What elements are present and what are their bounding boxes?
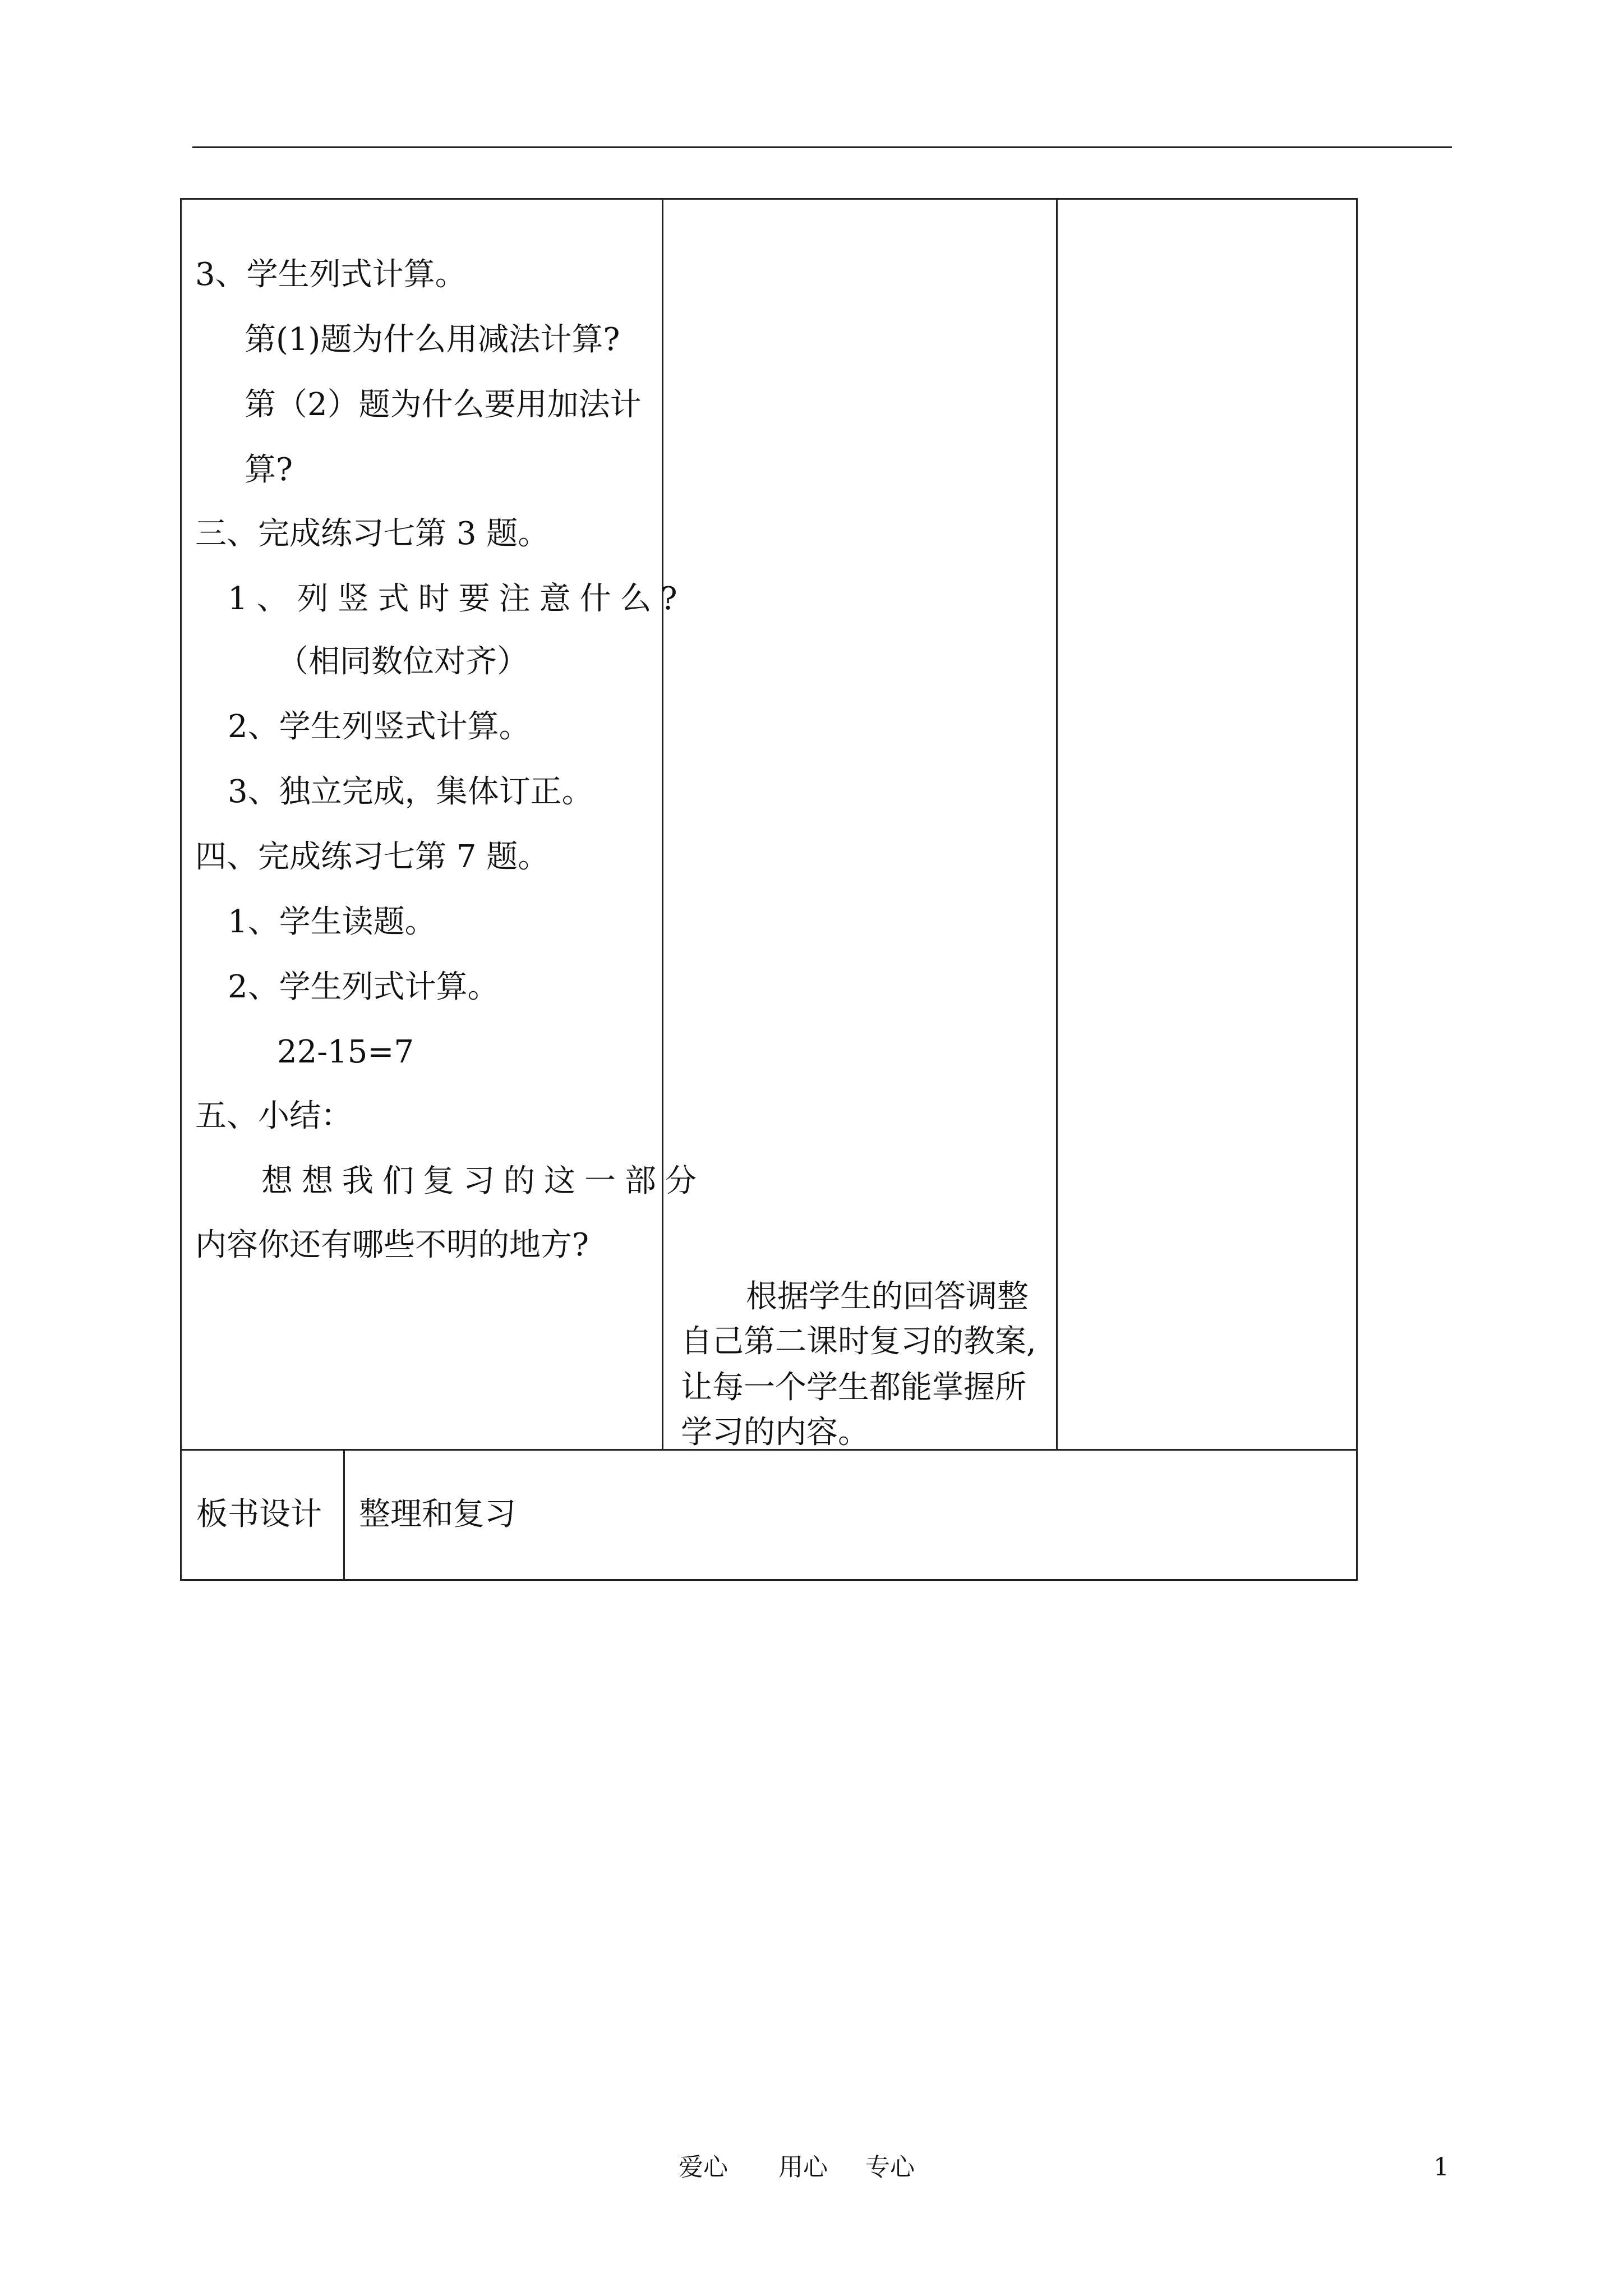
- column-divider-1: [662, 198, 663, 1450]
- left-line-12: 2、学生列式计算。: [228, 969, 499, 1005]
- left-line-10: 四、完成练习七第 7 题。: [195, 839, 550, 875]
- left-line-4: 算?: [245, 452, 293, 488]
- footer-slogan-1: 爱心: [679, 2153, 728, 2182]
- footer-slogan-2: 用心: [778, 2153, 828, 2182]
- middle-line-1: 根据学生的回答调整: [746, 1278, 1029, 1315]
- left-line-1: 3、学生列式计算。: [195, 256, 467, 293]
- left-line-9: 3、独立完成，集体订正。: [228, 774, 593, 810]
- left-line-11: 1、学生读题。: [228, 904, 436, 940]
- left-line-2: 第(1)题为什么用减法计算?: [245, 321, 620, 358]
- left-line-16: 内容你还有哪些不明的地方?: [195, 1227, 589, 1263]
- board-design-label: 板书设计: [196, 1496, 322, 1533]
- column-divider-2: [1056, 198, 1058, 1450]
- left-line-8: 2、学生列竖式计算。: [228, 708, 531, 745]
- middle-line-2: 自己第二课时复习的教案,: [681, 1323, 1036, 1360]
- left-line-15: 想想我们复习的这一部分: [261, 1163, 706, 1199]
- left-line-3: 第（2）题为什么要用加法计: [245, 386, 642, 423]
- left-line-13: 22-15=7: [277, 1034, 414, 1070]
- board-design-content: 整理和复习: [359, 1496, 516, 1533]
- middle-line-4: 学习的内容。: [681, 1414, 869, 1451]
- middle-line-3: 让每一个学生都能掌握所: [681, 1369, 1026, 1406]
- footer-slogan-3: 专心: [865, 2153, 915, 2182]
- header-rule: [192, 146, 1452, 148]
- board-design-divider: [343, 1449, 345, 1581]
- left-line-5: 三、完成练习七第 3 题。: [195, 516, 550, 552]
- left-line-7: （相同数位对齐）: [277, 643, 528, 680]
- page-number: 1: [1433, 2153, 1449, 2182]
- left-line-14: 五、小结：: [195, 1098, 352, 1134]
- left-line-6: 1、列竖式时要注意什么?: [228, 581, 686, 617]
